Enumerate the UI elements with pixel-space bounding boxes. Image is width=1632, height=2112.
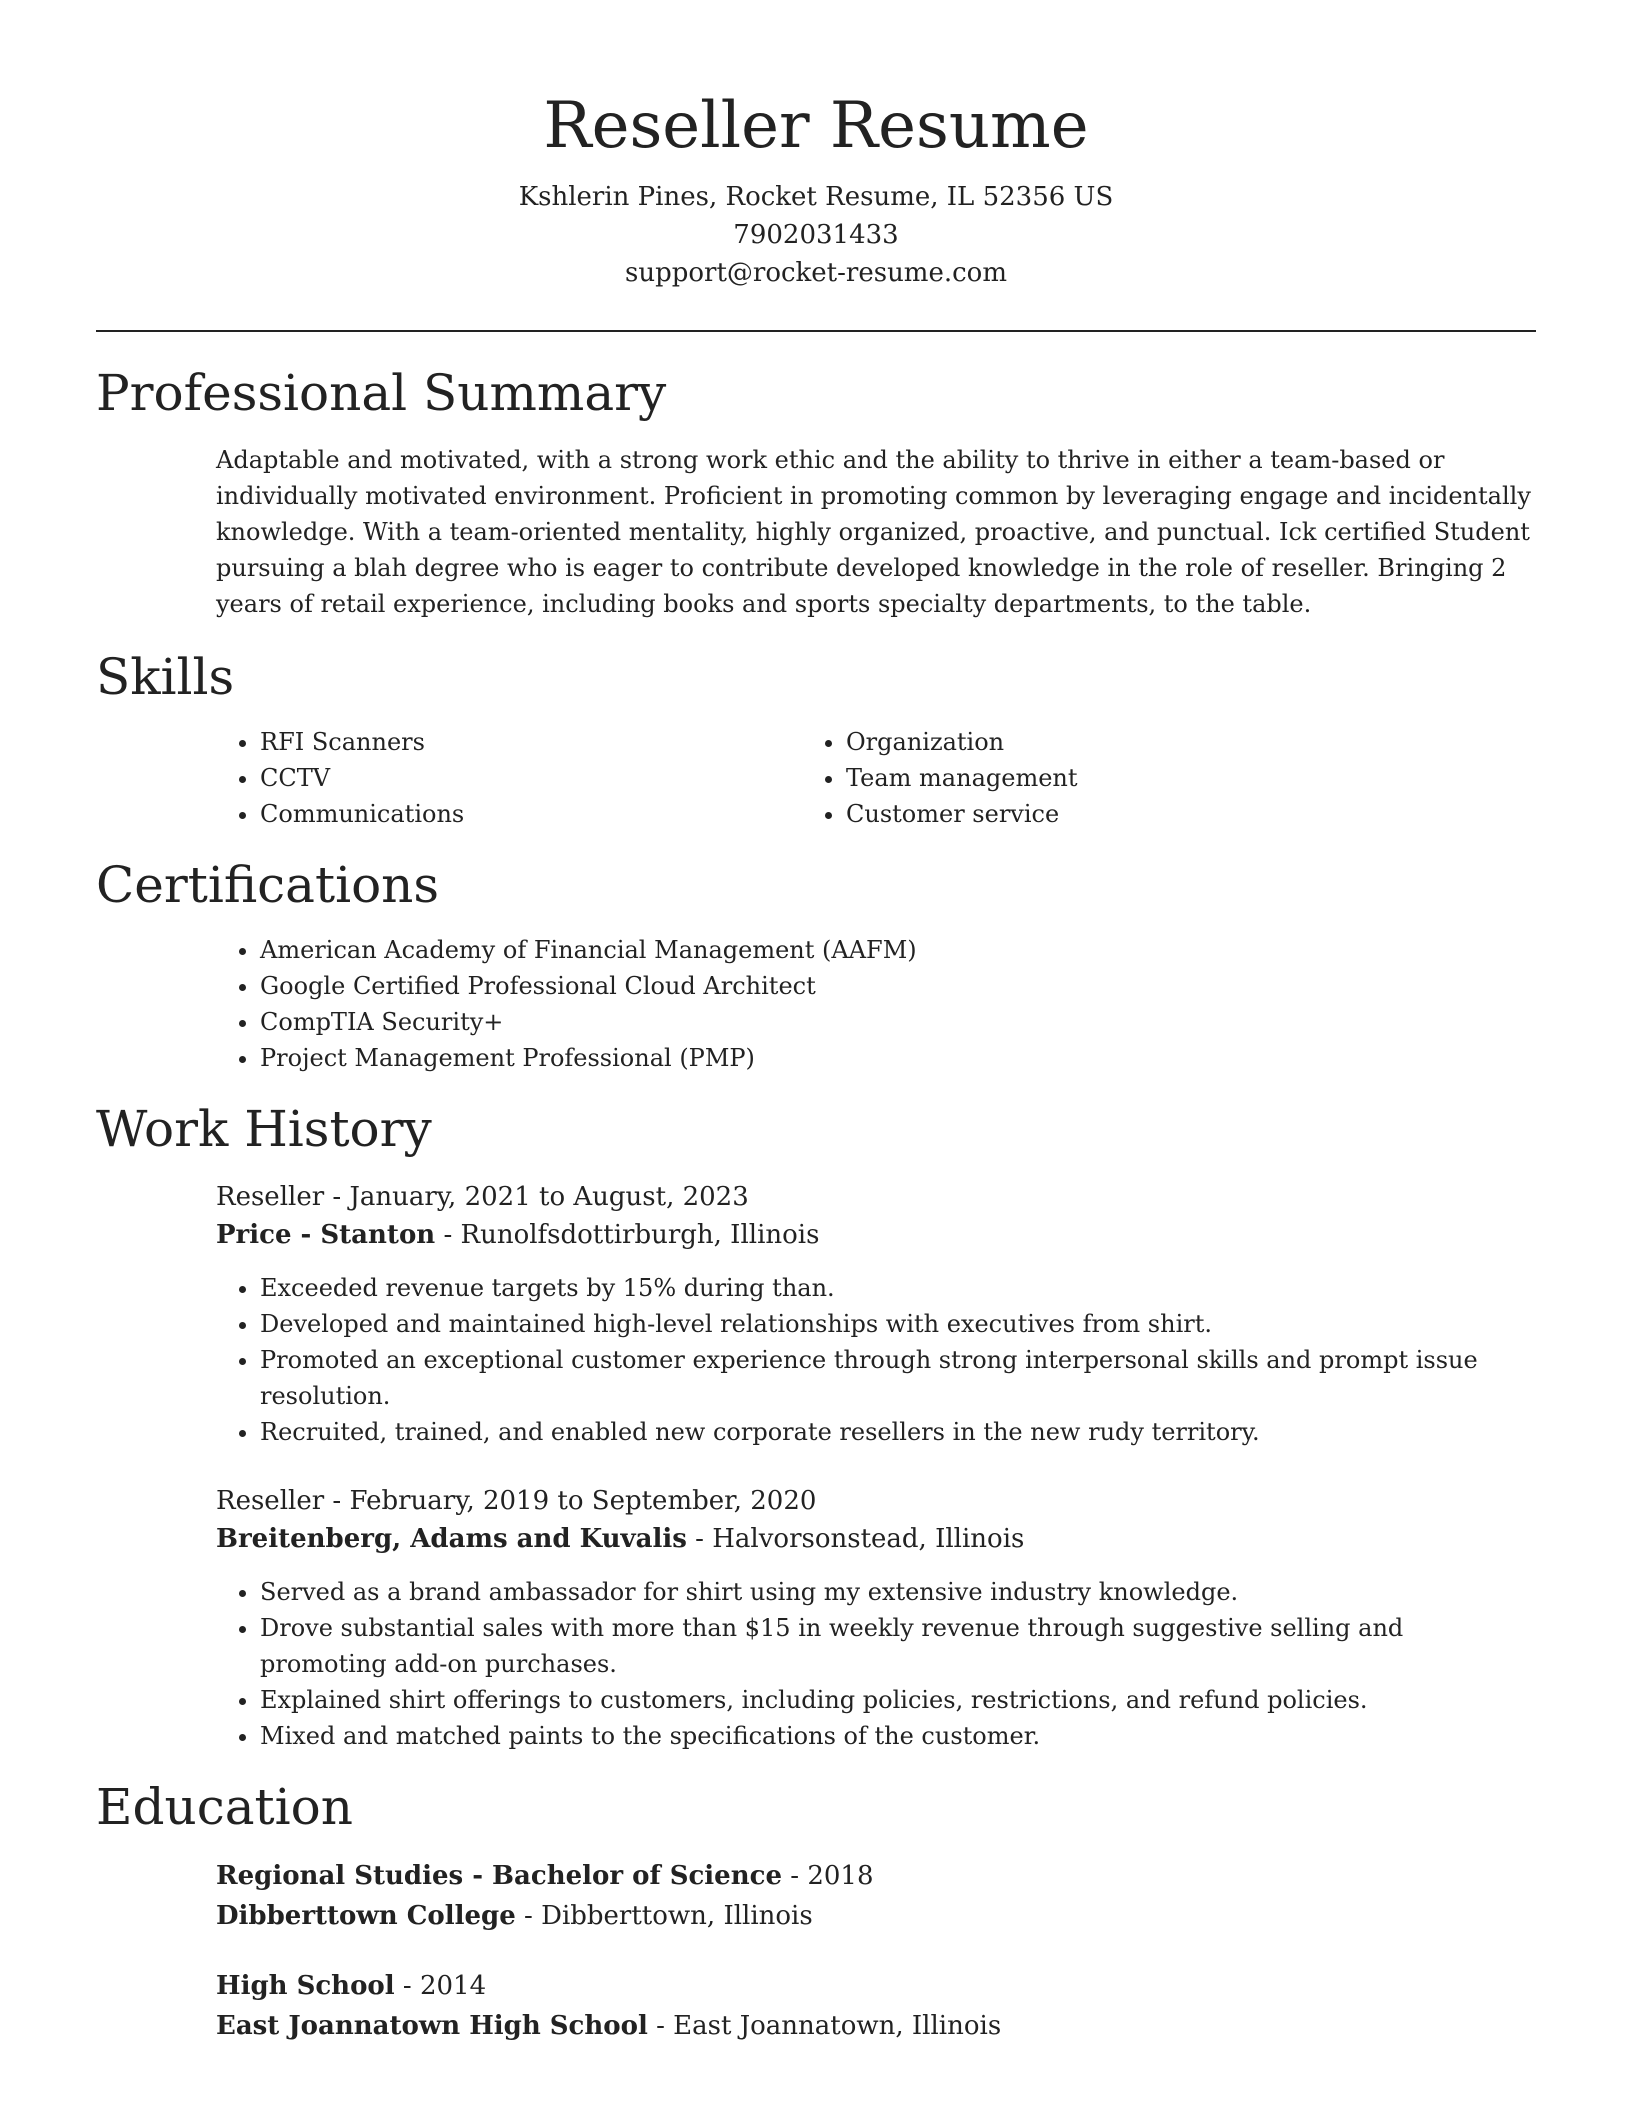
skills-list-right (816, 724, 1536, 832)
certifications-heading: Certifications (96, 856, 440, 914)
education-location: - East Joannatown, Illinois (647, 2011, 1002, 2041)
education-entry (216, 1966, 1536, 2046)
skills-list-left (96, 724, 816, 832)
job-bullet: • Promoted an exceptional customer experience through strong interpersonal skills and prompt issue resolution. (260, 1342, 1536, 1414)
work-history-heading: Work History (96, 1100, 432, 1158)
job-bullet: • Recruited, trained, and enabled new corporate resellers in the new rudy territory. (260, 1414, 1536, 1450)
education-degree-line (216, 1856, 1536, 1896)
job-bullet: • Drove substantial sales with more than $15 in weekly revenue through suggestive selling and promoting add-on purchases. (260, 1610, 1536, 1682)
job-bullets (96, 1270, 1536, 1450)
job-role: Reseller (216, 1182, 325, 1212)
job-company: Price - Stanton (216, 1220, 436, 1250)
certification-item: • Google Certified Professional Cloud Architect (260, 968, 1536, 1004)
job-bullet: • Served as a brand ambassador for shirt using my extensive industry knowledge. (260, 1574, 1536, 1610)
work-history-section (96, 1098, 1536, 1754)
certifications-list (96, 932, 1536, 1076)
education-school: East Joannatown High School (216, 2011, 648, 2041)
certifications-section (96, 854, 1536, 1076)
skills-grid (96, 724, 1536, 832)
job-bullets (96, 1574, 1536, 1754)
skill-item: • Team management (846, 760, 1536, 796)
job-company: Breitenberg, Adams and Kuvalis (216, 1524, 687, 1554)
skill-item: • CCTV (260, 760, 816, 796)
certification-item: • American Academy of Financial Management (AAFM) (260, 932, 1536, 968)
job-company-line (216, 1520, 1536, 1558)
education-year: - 2014 (394, 1971, 487, 2001)
job-entry (96, 1178, 1536, 1450)
job-location: - Halvorsonstead, Illinois (686, 1524, 1025, 1554)
education-heading: Education (96, 1778, 353, 1836)
job-company-line (216, 1216, 1536, 1254)
job-role: Reseller (216, 1486, 325, 1516)
education-school: Dibberttown College (216, 1901, 516, 1931)
contact-phone: 7902031433 (733, 220, 899, 250)
summary-heading: Professional Summary (96, 364, 667, 422)
skills-heading: Skills (96, 648, 235, 706)
contact-address: Kshlerin Pines, Rocket Resume, IL 52356 US (518, 182, 1114, 212)
job-role-line (216, 1178, 1536, 1216)
job-bullet: • Explained shirt offerings to customers, including policies, restrictions, and refund policies. (260, 1682, 1536, 1718)
education-section (96, 1776, 1536, 2046)
education-field: High School (216, 1971, 395, 2001)
job-bullet: • Mixed and matched paints to the specifications of the customer. (260, 1718, 1536, 1754)
skills-section (96, 646, 1536, 832)
skill-item: • RFI Scanners (260, 724, 816, 760)
skill-item: • Organization (846, 724, 1536, 760)
education-entry (216, 1856, 1536, 1936)
education-school-line (216, 1896, 1536, 1936)
summary-section (96, 362, 1536, 622)
education-year: - 2018 (782, 1861, 874, 1891)
job-bullet: • Exceeded revenue targets by 15% during than. (260, 1270, 1536, 1306)
job-dates: - February, 2019 to September, 2020 (324, 1486, 817, 1516)
header-divider (96, 330, 1536, 332)
skill-item: • Customer service (846, 796, 1536, 832)
job-location: - Runolfsdottirburgh, Illinois (435, 1220, 820, 1250)
education-degree-line (216, 1966, 1536, 2006)
resume-header (96, 0, 1536, 292)
resume-title: Reseller Resume (543, 89, 1089, 163)
certification-item: • CompTIA Security+ (260, 1004, 1536, 1040)
education-school-line (216, 2006, 1536, 2046)
education-location: - Dibberttown, Illinois (515, 1901, 813, 1931)
job-dates: - January, 2021 to August, 2023 (324, 1182, 749, 1212)
skill-item: • Communications (260, 796, 816, 832)
education-field: Regional Studies - Bachelor of Science (216, 1861, 782, 1891)
certification-item: • Project Management Professional (PMP) (260, 1040, 1536, 1076)
contact-email: support@rocket-resume.com (624, 258, 1007, 288)
summary-text: Adaptable and motivated, with a strong work ethic and the ability to thrive in either a team-based or individually motivated environment. Proficient in promoting common by leveraging engage and incidentally knowledge. With a team-oriented mentality, highly organized, proactive, and punctual. Ick certified Student pursuing a blah degree who is eager to contribute developed knowledge in the role of reseller. Bringing 2 years of retail experience, including books and sports specialty departments, to the table. (216, 446, 1531, 618)
contact-block (96, 178, 1536, 292)
job-bullet: • Developed and maintained high-level relationships with executives from shirt. (260, 1306, 1536, 1342)
job-role-line (216, 1482, 1536, 1520)
job-entry (96, 1482, 1536, 1754)
